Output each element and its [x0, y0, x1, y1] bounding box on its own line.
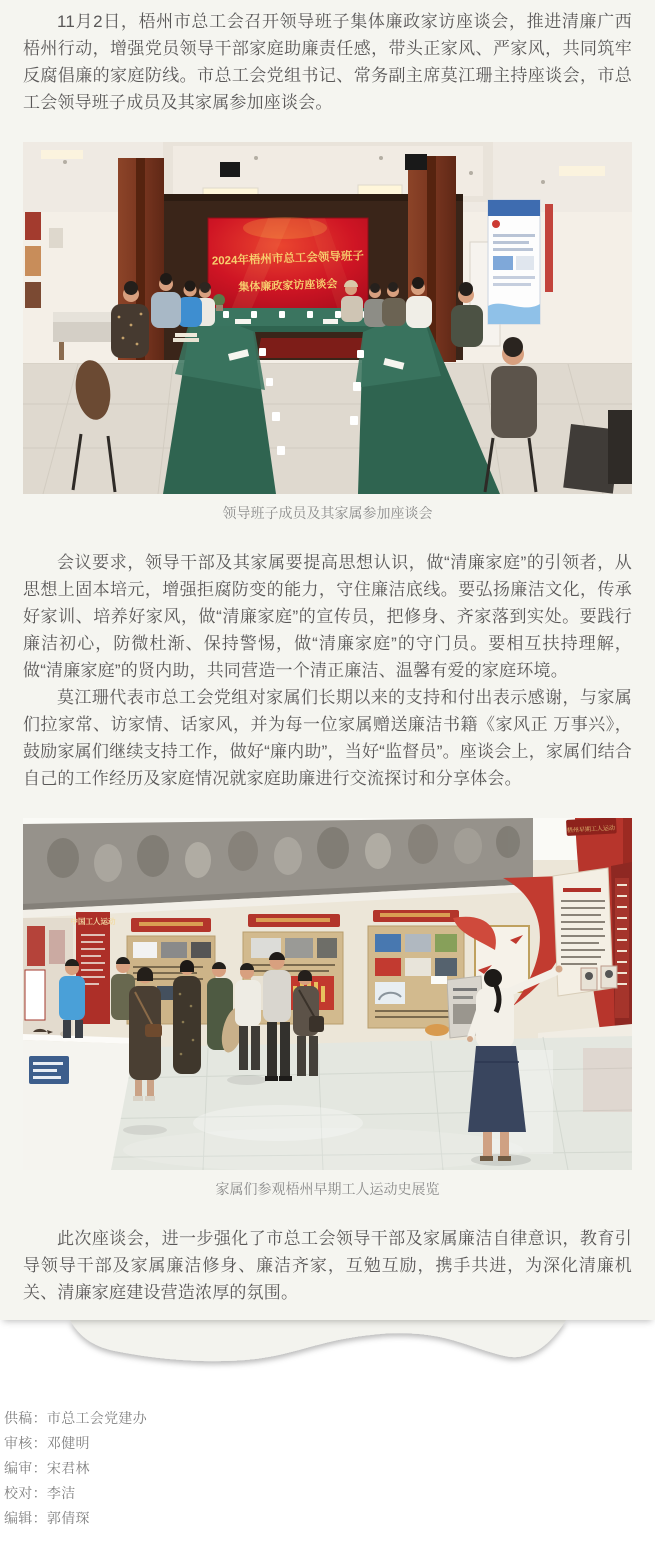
- figure-meeting: [23, 142, 632, 523]
- photo-exhibition-hall[interactable]: [23, 818, 632, 1170]
- credit-reviewer: 审核：邓健明: [4, 1435, 90, 1451]
- speaker: [220, 162, 240, 177]
- photo-caption-1: 领导班子成员及其家属参加座谈会: [222, 505, 433, 521]
- credit-proofreader: 校对：李洁: [4, 1485, 76, 1501]
- photo-meeting-room[interactable]: [23, 142, 632, 494]
- right-banner-title: 梧州早期工人运动: [566, 825, 616, 835]
- credits-block: [0, 1380, 655, 1543]
- intro-panel-title: 中国工人运动: [70, 917, 116, 926]
- paragraph-meeting: 会议要求，领导干部及其家属要提高思想认识，做“清廉家庭”的引领者，从思想上固本培元，增强拒腐防变的能力，守住廉洁底线。要弘扬廉洁文化，传承好家训、培养好家风，做“清廉家庭”的宣传员，把修身、齐家落到实处。要践行廉洁初心，防微杜渐、保持警惕，做“清廉家庭”的守门员。要相互扶持理解，做“清廉家庭”的贤内助，共同营造一个清正廉洁、温馨有爱的家庭环境。: [23, 553, 632, 680]
- torn-paper-divider: [0, 1320, 655, 1380]
- led-screen: [208, 217, 368, 310]
- credit-contributor: 供稿：市总工会党建办: [4, 1410, 147, 1426]
- photo-caption-2: 家属们参观梧州早期工人运动史展览: [215, 1181, 440, 1197]
- credit-editor: 编辑：郭倩琛: [4, 1510, 90, 1526]
- right-banner: [566, 818, 617, 836]
- speaker: [405, 154, 427, 170]
- wall-panel-box: [431, 976, 447, 984]
- paragraph-closing: 此次座谈会，进一步强化了市总工会领导干部及家属廉洁自律意识，教育引导领导干部及家属廉洁修身、廉洁齐家，互勉互励，携手共进，为深化清廉机关、清廉家庭建设营造浓厚的氛围。: [23, 1229, 632, 1302]
- screen-title-line1: 2024年梧州市总工会领导班子: [211, 250, 365, 268]
- screen-title-line2: 集体廉政家访座谈会: [238, 278, 338, 294]
- floor: [23, 364, 632, 494]
- figure-exhibition: [23, 818, 632, 1199]
- credit-editor-in-chief: 编审：宋君林: [4, 1460, 90, 1476]
- paragraph-intro: 11月2日，梧州市总工会召开领导班子集体廉政家访座谈会，推进清廉广西梧州行动，增强党员领导干部家庭助廉责任感，带头正家风、严家风，共同筑牢反腐倡廉的家庭防线。市总工会党组书记、常务副主席莫江珊主持座谈会，市总工会领导班子成员及其家属参加座谈会。: [23, 12, 632, 112]
- paragraph-gifts: 莫江珊代表市总工会党组对家属们长期以来的支持和付出表示感谢，与家属们拉家常、访家情、话家风，并为每一位家属赠送廉洁书籍《家风正 万事兴》，鼓励家属们继续支持工作，做好“廉内助”，当好“监督员”。座谈会上，家属们结合自己的工作经历及家庭情况就家庭助廉进行交流探讨和分享体会。: [23, 688, 632, 788]
